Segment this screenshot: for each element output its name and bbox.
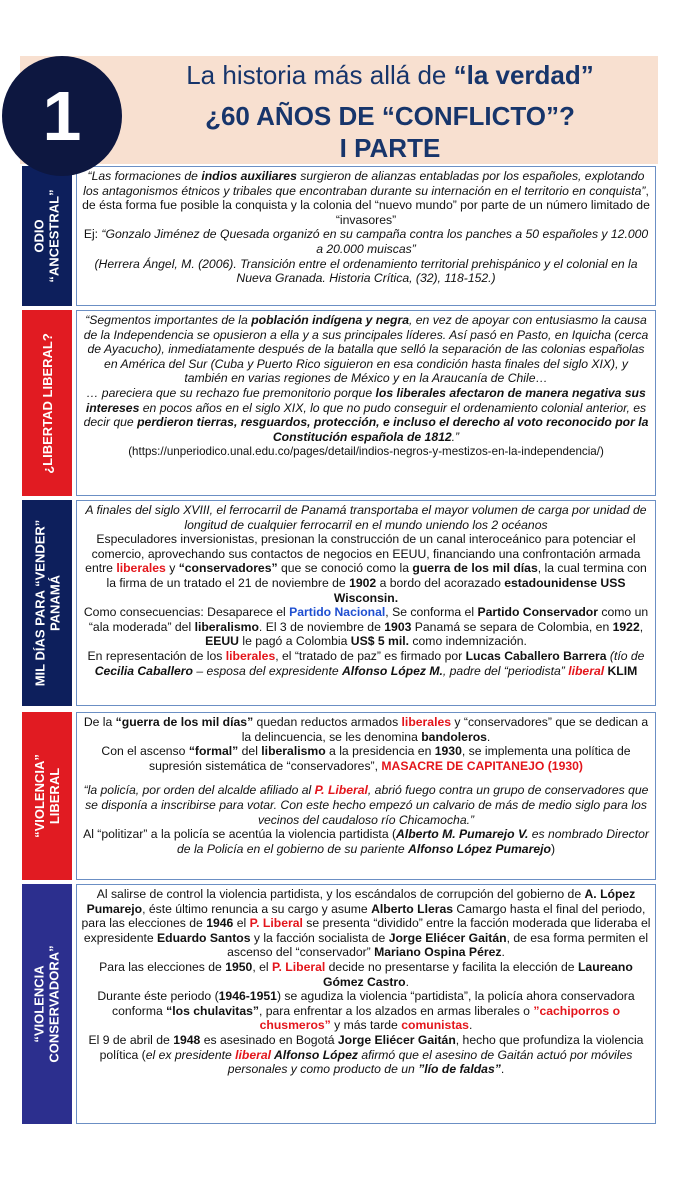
section-label-violencia-liberal: [22, 712, 72, 880]
label-line: “ANCESTRAL”: [47, 189, 63, 283]
section-mil-dias-text: A finales del siglo XVIII, el ferrocarril de Panamá transportaba el mayor volumen de carga por unidad de longitud de cualquier ferrocarril en el mundo uniendo los 2 océanos Especuladores inversionistas, presionan la construcción de un canal interoceánico para potenciar el comercio, aprovechando sus contactos de negocios en EEUU, financiando una confrontación armada entre liberales y “conservadores” que se conoció como la guerra de los mil días, la cual termina con la firma de un tratado el 21 de noviembre de 1902 a bordo del acorazado estadounidense USS Wisconsin. Como consecuencias: Desaparece el Partido Nacional, Se conforma el Partido Conservador como un “ala moderada” del liberalismo. El 3 de noviembre de 1903 Panamá se separa de Colombia, en 1922, EEUU le pagó a Colombia US$ 5 mil. como indemnización. En representación de los liberales, el “tratado de paz” es firmado por Lucas Caballero Barrera (tío de Cecilia Caballero – esposa del expresidente Alfonso López M., padre del “periodista” liberal KLIM: [76, 500, 656, 706]
section-label-mil-dias: [22, 500, 72, 706]
label-line: MIL DÍAS PARA “VENDER”: [32, 519, 48, 687]
section-violencia-liberal-text: De la “guerra de los mil días” quedan reductos armados liberales y “conservadores” que se dedican a la delincuencia, se les denomina bandoleros. Con el ascenso “formal” del liberalismo a la presidencia en 1930, se implementa una política de supresión sistemática de “conservadores”, MASACRE DE CAPITANEJO (1930) “la policía, por orden del alcalde afiliado al P. Liberal, abrió fuego contra un grupo de conservadores que se disponía a inscribirse para votar. Con este hecho empezó un calvario de más de medio siglo para los vecinos del caudaloso río Chicamocha.” Al “politizar” a la policía se acentúa la violencia partidista (Alberto M. Pumarejo V. es nombrado Director de la Policía en el gobierno de su pariente Alfonso López Pumarejo): [76, 712, 656, 880]
section-violencia-conservadora-text: Al salirse de control la violencia partidista, y los escándalos de corrupción del gobierno de A. López Pumarejo, éste último renuncia a su cargo y asume Alberto Lleras Camargo hasta el final del periodo, para las elecciones de 1946 el P. Liberal se presenta “dividido” entre la facción moderada que lideraba el expresidente Eduardo Santos y la facción socialista de Jorge Eliécer Gaitán, de esa forma permiten el ascenso del “conservador” Mariano Ospina Pérez. Para las elecciones de 1950, el P. Liberal decide no presentarse y facilita la elección de Laureano Gómez Castro. Durante éste periodo (1946-1951) se agudiza la violencia “partidista”, la policía ahora conservadora conforma “los chulavitas”, para enfrentar a los alzados en armas liberales o ”cachiporros o chusmeros” y más tarde comunistas. El 9 de abril de 1948 es asesinado en Bogotá Jorge Eliécer Gaitán, hecho que profundiza la violencia política (el ex presidente liberal Alfonso López afirmó que el asesino de Gaitán actuó por móviles personales y como producto de un ”lío de faldas”.: [76, 884, 656, 1124]
label-line: LIBERAL: [47, 767, 63, 825]
label-line: CONSERVADORA”: [47, 945, 63, 1063]
section-label-libertad: [22, 310, 72, 496]
label-line: ODIO: [32, 219, 48, 253]
section-libertad-text: “Segmentos importantes de la población indígena y negra, en vez de apoyar con entusiasmo la causa de la Independencia se opusieron a ella y a sus principales líderes. Así pasó en Pasto, en Iquicha (cerca de Ayacucho), inmediatamente después de la batalla que selló la separación de las colonias españolas en América del Sur (Cuba y Puerto Rico siguieron en esa condición hasta finales del siglo XIX), y también en varias regiones de México y en la Araucanía de Chile… … pareciera que su rechazo fue premonitorio porque los liberales afectaron de manera negativa sus intereses en pocos años en el siglo XIX, lo que no pudo conseguir el ordenamiento colonial anterior, es decir que perdieron tierras, resguardos, protección, e incluso el derecho al voto reconocido por la Constitución española de 1812.” (https://unperiodico.unal.edu.co/pages/detail/indios-negros-y-mestizos-en-la-independencia/): [76, 310, 656, 496]
header-line-3: I PARTE: [339, 133, 441, 163]
section-odio-text: “Las formaciones de indios auxiliares surgieron de alianzas entabladas por los españoles, explotando los antagonismos étnicos y tribales que encontraban durante su internación en el territorio en conquista”, de ésta forma fue posible la conquista y la colonia del “nuevo mundo” por parte de un número limitado de “invasores” Ej: “Gonzalo Jiménez de Quesada organizó en su campaña contra los panches a 50 españoles y 12.000 a 20.000 muiscas” (Herrera Ángel, M. (2006). Transición entre el ordenamiento territorial prehispánico y el colonial en la Nueva Granada. Historia Crítica, (32), 118-152.): [76, 166, 656, 306]
number-badge: 1: [2, 56, 122, 176]
header-line-1: La historia más allá de “la verdad”: [186, 60, 594, 90]
header-line-2: ¿60 AÑOS DE “CONFLICTO”?: [205, 101, 575, 131]
label-line: “VIOLENCIA”: [32, 754, 48, 838]
label-line: PANAMÁ: [47, 574, 63, 632]
label-line: ¿LIBERTAD LIBERAL?: [39, 332, 55, 474]
section-label-violencia-conservadora: [22, 884, 72, 1124]
label-line: “VIOLENCIA: [32, 965, 48, 1043]
section-label-odio: [22, 166, 72, 306]
